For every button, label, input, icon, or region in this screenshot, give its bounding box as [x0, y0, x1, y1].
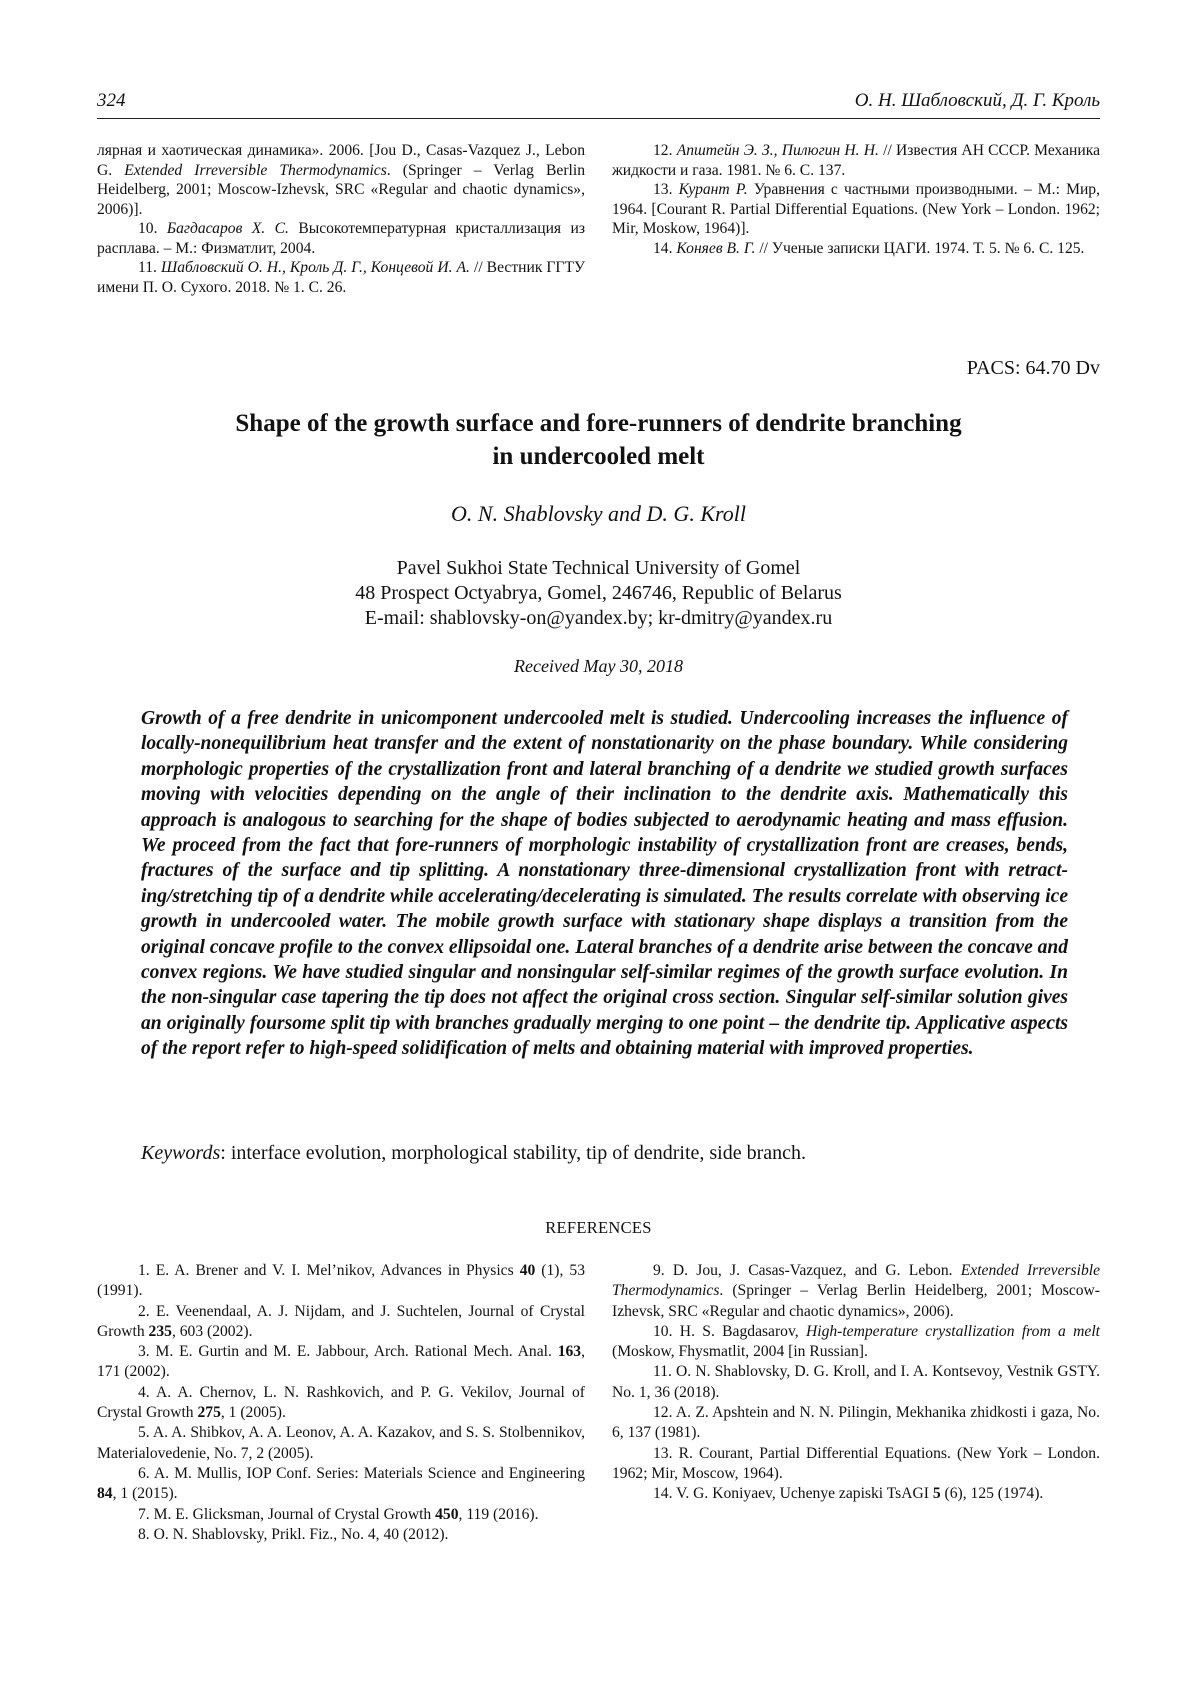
top-references-left [97, 141, 585, 297]
received-date: Received May 30, 2018 [97, 656, 1100, 677]
references [97, 1261, 1100, 1545]
affiliation-address: 48 Prospect Octyabrya, Gomel, 246746, Republic of Belarus [97, 581, 1100, 606]
reference-item: 9. D. Jou, J. Casas-Vazquez, and G. Lebon. Extended Irreversible Thermodynamics. (Springer – Verlag Berlin Heidelberg, 2001; Moscow-Izhevsk, SRC «Regular and chaotic dynamics», 2006). [612, 1261, 1100, 1322]
references-heading: REFERENCES [97, 1218, 1100, 1238]
top-ref-continued: лярная и хаотическая динамика». 2006. [Jou D., Casas-Vazquez J., Lebon G. Extended Irreversible Thermodynamics. (Springer – Verlag Berlin Heidelberg, 2001; Moscow-Izhevsk, SRC «Regular and chaotic dynamics», 2006)]. [97, 141, 585, 219]
pacs-code: PACS: 64.70 Dv [967, 357, 1100, 380]
reference-item: 12. A. Z. Apshtein and N. N. Pilingin, Mekhanika zhidkosti i gaza, No. 6, 137 (1981). [612, 1403, 1100, 1444]
keywords [141, 1142, 1068, 1165]
affiliation-university: Pavel Sukhoi State Technical University of Gomel [97, 556, 1100, 581]
top-ref-11: 11. Шабловский О. Н., Кроль Д. Г., Концевой И. А. // Вестник ГГТУ имени П. О. Сухого. 2018. № 1. С. 26. [97, 258, 585, 297]
top-ref-14: 14. Коняев В. Г. // Ученые записки ЦАГИ. 1974. Т. 5. № 6. С. 125. [612, 239, 1100, 259]
reference-item: 2. E. Veenendaal, A. J. Nijdam, and J. Suchtelen, Journal of Crystal Growth 235, 603 (2002). [97, 1302, 585, 1343]
running-author: О. Н. Шабловский, Д. Г. Кроль [855, 90, 1100, 112]
reference-item: 10. H. S. Bagdasarov, High-temperature crystallization from a melt (Moskow, Fhysmatlit, 2004 [in Russian]. [612, 1322, 1100, 1363]
page-number: 324 [97, 90, 126, 112]
abstract: Growth of a free dendrite in unicomponent undercooled melt is studied. Undercooling increases the influence of locally-nonequilibrium heat transfer and the extent of nonstationarity on the phase boundary. While considering morphologic properties of the crystallization front and lateral branch­ing of a dendrite we studied growth surfaces moving with velocities depending on the angle of their inclination to the dendrite axis. Mathematically this approach is analogous to searching for the shape of bodies subjected to aerodynamic heating and mass effusion. We proceed from the fact that fore-runners of morphologic instability of crystallization front are creases, bends, fractures of the surface and tip splitting. A nonstationary three-dimensional crystallization front with retract­ing/stretching tip of a dendrite while accelerating/decelerating is simulated. The results correlate with observing ice growth in undercooled water. The mobile growth surface with stationary shape displays a transition from the original concave profile to the convex ellipsoidal one. Lateral branch­es of a dendrite arise between the concave and convex regions. We have studied singular and non­singular self-similar regimes of the growth surface evolution. In the non-singular case tapering the tip does not affect the original cross section. Singular self-similar solution gives an originally four­some split tip with branches gradually merging to one point – the dendrite tip. Applicative aspects of the report refer to high-speed solidification of melts and obtaining material with improved properties. [141, 706, 1068, 1062]
keywords-text: : interface evolution, morphological stability, tip of dendrite, side branch. [220, 1142, 806, 1164]
reference-item: 1. E. A. Brener and V. I. Mel’nikov, Advances in Physics 40 (1), 53 (1991). [97, 1261, 585, 1302]
top-references-right [612, 141, 1100, 297]
reference-item: 8. O. N. Shablovsky, Prikl. Fiz., No. 4, 40 (2012). [97, 1525, 585, 1545]
reference-item: 7. M. E. Glicksman, Journal of Crystal Growth 450, 119 (2016). [97, 1505, 585, 1525]
reference-item: 13. R. Courant, Partial Differential Equations. (New York – London. 1962; Mir, Moscow, 1964). [612, 1444, 1100, 1485]
paper-authors: O. N. Shablovsky and D. G. Kroll [97, 501, 1100, 527]
top-ref-10: 10. Багдасаров Х. С. Высокотемпературная кристаллизация из расплава. – М.: Физматлит, 2004. [97, 219, 585, 258]
affiliation [97, 556, 1100, 631]
reference-item: 3. M. E. Gurtin and M. E. Jabbour, Arch. Rational Mech. Anal. 163, 171 (2002). [97, 1342, 585, 1383]
reference-item: 4. A. A. Chernov, L. N. Rashkovich, and P. G. Vekilov, Journal of Crystal Growth 275, 1 (2005). [97, 1383, 585, 1424]
paper-title [97, 407, 1100, 473]
reference-item: 11. O. N. Shablovsky, D. G. Kroll, and I. A. Kontsevoy, Vestnik GSTY. No. 1, 36 (2018). [612, 1362, 1100, 1403]
top-ref-13: 13. Курант Р. Уравнения с частными производными. – М.: Мир, 1964. [Courant R. Partial Differential Equations. (New York – London. 1962; Mir, Moskow, 1964)]. [612, 180, 1100, 239]
references-left [97, 1261, 585, 1545]
references-right [612, 1261, 1100, 1545]
affiliation-email: E-mail: shablovsky-on@yandex.by; kr-dmitry@yandex.ru [97, 606, 1100, 631]
reference-item: 5. A. A. Shibkov, A. A. Leonov, A. A. Kazakov, and S. S. Stolbennikov, Materialovedenie, No. 7, 2 (2005). [97, 1423, 585, 1464]
top-references [97, 141, 1100, 297]
running-header [97, 90, 1100, 119]
paper-title-line-2: in undercooled melt [97, 440, 1100, 473]
paper-title-line-1: Shape of the growth surface and fore-runners of dendrite branching [97, 407, 1100, 440]
keywords-label: Keywords [141, 1142, 220, 1164]
reference-item: 14. V. G. Koniyaev, Uchenye zapiski TsAGI 5 (6), 125 (1974). [612, 1484, 1100, 1504]
top-ref-12: 12. Апштейн Э. З., Пилюгин Н. Н. // Известия АН СССР. Механика жидкости и газа. 1981. № 6. С. 137. [612, 141, 1100, 180]
reference-item: 6. A. M. Mullis, IOP Conf. Series: Materials Science and Engineering 84, 1 (2015). [97, 1464, 585, 1505]
